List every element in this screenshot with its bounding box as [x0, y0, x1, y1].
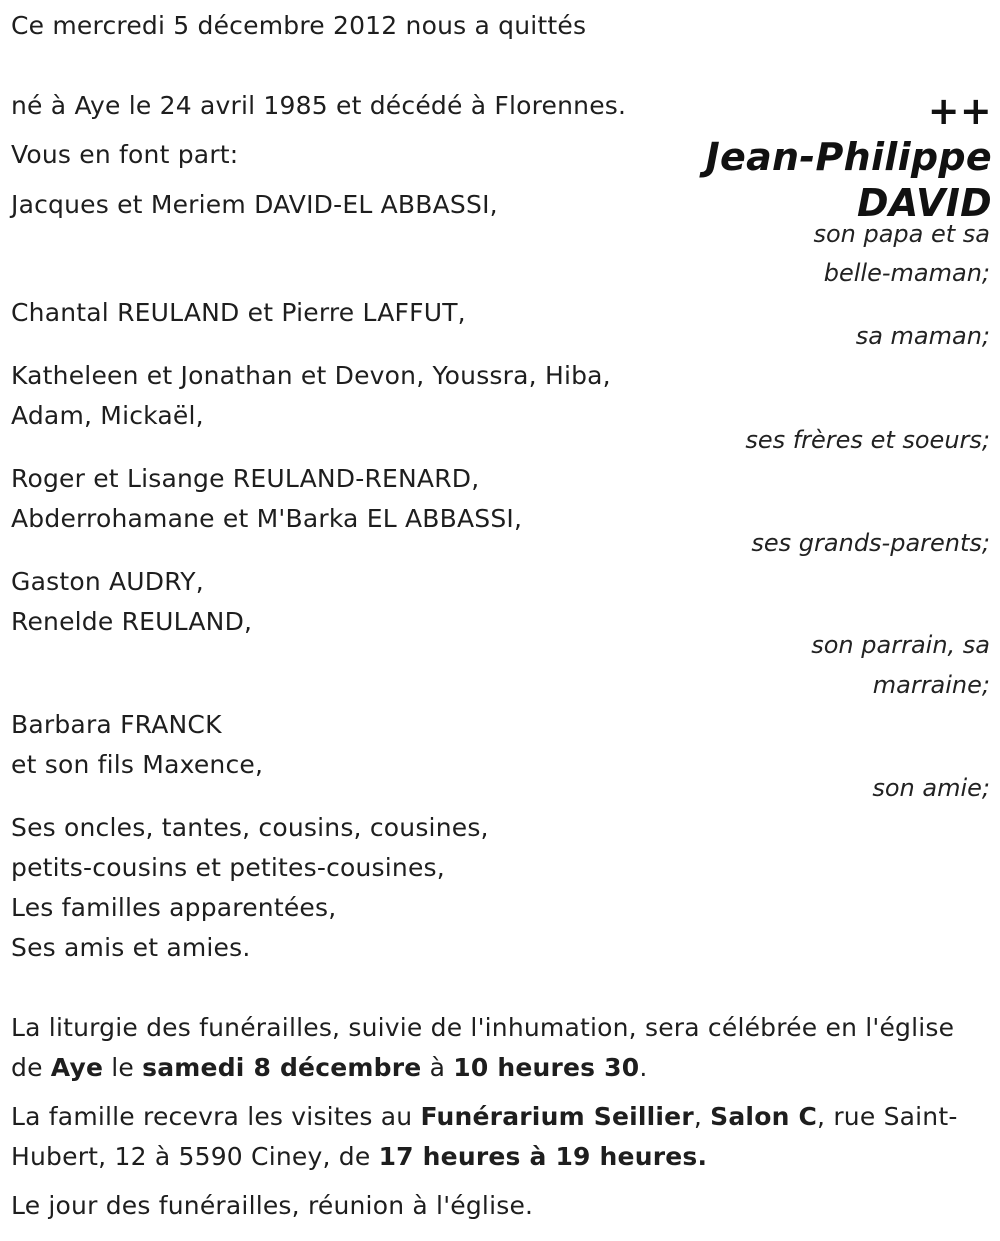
deceased-first-name: Jean-Philippe [705, 135, 992, 179]
family-names: et son fils Maxence, [11, 750, 264, 779]
family-names: Renelde REULAND, [11, 607, 253, 636]
family-relation: sa maman; [855, 322, 990, 350]
deceased-name-block [706, 88, 992, 226]
visits-hours: 17 heures à 19 heures. [378, 1142, 708, 1171]
liturgy-text: à [421, 1053, 454, 1082]
others-line: Les familles apparentées, [11, 893, 337, 922]
liturgy-text: le [103, 1053, 143, 1082]
family-relation: ses grands-parents; [751, 529, 990, 557]
announce-line: Vous en font part: [11, 140, 239, 169]
deceased-last-name: DAVID [857, 181, 992, 225]
family-relation: marraine; [872, 671, 990, 699]
family-relation: belle-maman; [823, 259, 990, 287]
family-relation: son papa et sa [813, 220, 990, 248]
visits-text: La famille recevra les visites au [11, 1102, 421, 1131]
visits-paragraph [11, 1097, 991, 1177]
family-names: Adam, Mickaël, [11, 401, 204, 430]
family-names: Chantal REULAND et Pierre LAFFUT, [11, 298, 466, 327]
family-names: Jacques et Meriem DAVID-EL ABBASSI, [11, 190, 498, 219]
family-names: Gaston AUDRY, [11, 567, 204, 596]
family-relation: son amie; [872, 774, 990, 802]
liturgy-text: La liturgie des funérailles, suivie de l'inhumation, sera célébrée en l'église de [11, 1013, 955, 1082]
others-line: petits-cousins et petites-cousines, [11, 853, 445, 882]
visits-venue: Funérarium Seillier [420, 1102, 694, 1131]
closing-line: Le jour des funérailles, réunion à l'église. [11, 1191, 534, 1220]
liturgy-date: samedi 8 décembre [142, 1053, 422, 1082]
liturgy-paragraph [11, 1008, 991, 1088]
family-names: Katheleen et Jonathan et Devon, Youssra, Hiba, [11, 361, 611, 390]
opening-line: Ce mercredi 5 décembre 2012 nous a quittés [11, 11, 587, 40]
birth-line: né à Aye le 24 avril 1985 et décédé à Florennes. [11, 91, 627, 120]
visits-room: Salon C [710, 1102, 818, 1131]
visits-text: , rue Saint-Hubert, 12 à 5590 Ciney, de [11, 1102, 958, 1171]
liturgy-text: . [639, 1053, 648, 1082]
crosses-symbol: ++ [927, 89, 992, 133]
family-names: Barbara FRANCK [11, 710, 222, 739]
family-relation: son parrain, sa [811, 631, 990, 659]
family-names: Roger et Lisange REULAND-RENARD, [11, 464, 480, 493]
others-line: Ses amis et amies. [11, 933, 251, 962]
visits-text: , [693, 1102, 711, 1131]
family-relation: ses frères et soeurs; [745, 426, 990, 454]
others-line: Ses oncles, tantes, cousins, cousines, [11, 813, 489, 842]
liturgy-time: 10 heures 30 [453, 1053, 640, 1082]
liturgy-place: Aye [50, 1053, 104, 1082]
family-names: Abderrohamane et M'Barka EL ABBASSI, [11, 504, 523, 533]
